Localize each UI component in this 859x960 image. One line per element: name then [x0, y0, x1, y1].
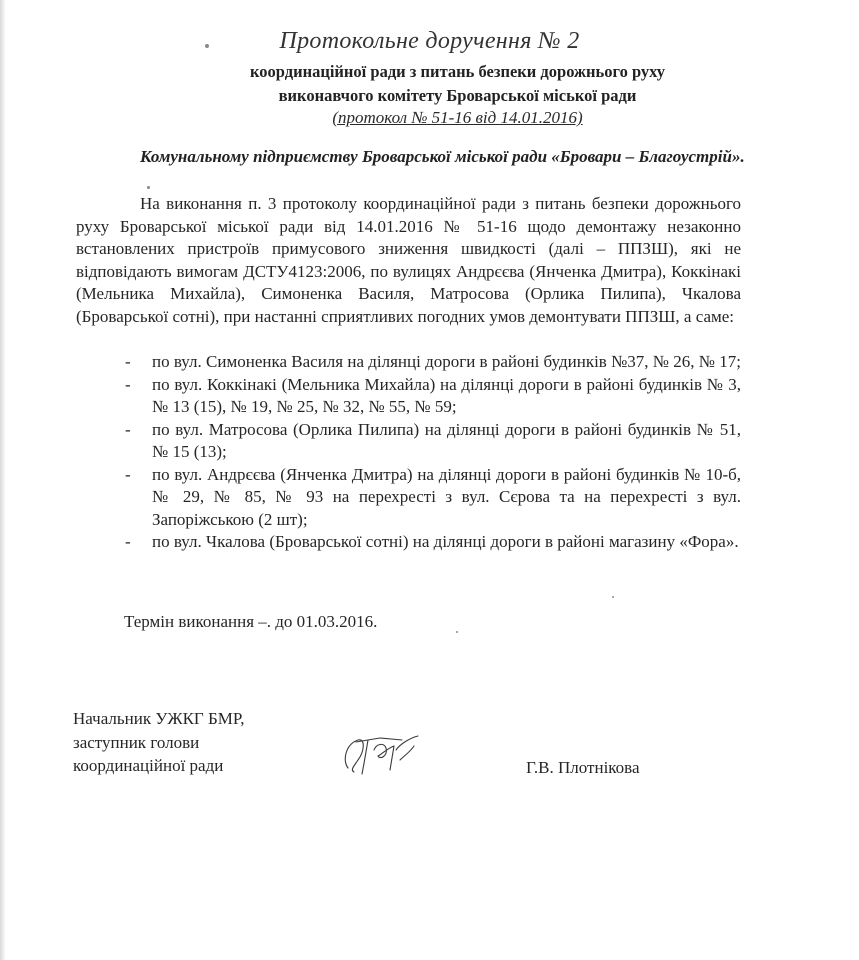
- scan-edge-shadow: [0, 0, 6, 960]
- document-subtitle-line1: координаційної ради з питань безпеки дорожнього руху: [249, 62, 666, 81]
- addressee: Комунальному підприємству Броварської міської ради «Бровари – Благоустрій».: [140, 147, 745, 166]
- list-item-text: по вул. Коккінакі (Мельника Михайла) на ділянці дороги в районі будинків № 3, № 13 (15), № 19, № 25, № 32, № 55, № 59;: [152, 374, 741, 416]
- list-item: [76, 531, 741, 554]
- scan-speck: [612, 596, 614, 598]
- document-title: Протокольне доручення № 2: [279, 28, 580, 54]
- signatory-position-line2: заступник голови: [73, 732, 200, 752]
- list-dash: -: [125, 532, 131, 551]
- list-item-text: по вул. Чкалова (Броварської сотні) на ділянці дороги в районі магазину «Фора».: [152, 532, 739, 551]
- handwritten-signature: [340, 730, 430, 780]
- list-item-text: по вул. Матросова (Орлика Пилипа) на ділянці дороги в районі будинків № 51, № 15 (13);: [152, 419, 741, 461]
- signatory-position-line1: Начальник УЖКГ БМР,: [73, 709, 245, 728]
- list-dash: -: [125, 374, 131, 394]
- removal-list: [76, 351, 741, 554]
- signatory-position: [73, 707, 244, 778]
- list-dash: -: [125, 352, 131, 371]
- signatory-name: Г.В. Плотнікова: [526, 758, 640, 777]
- list-dash: -: [125, 419, 131, 439]
- list-item-text: по вул. Андрєєва (Янченка Дмитра) на ділянці дороги в районі будинків № 10-б, № 29, № 85, № 93 на перехресті з вул. Сєрова та на перехресті з вул. Запоріжською (2 шт);: [152, 464, 741, 529]
- list-item: [76, 419, 741, 464]
- scan-speck: [147, 186, 150, 189]
- list-item-text: по вул. Симоненка Василя на ділянці дороги в районі будинків №37, № 26, № 17;: [152, 352, 741, 371]
- list-dash: -: [125, 464, 131, 484]
- list-item: [76, 374, 741, 419]
- deadline: Термін виконання –. до 01.03.2016.: [124, 612, 378, 631]
- body-paragraph: На виконання п. 3 протоколу координаційної ради з питань безпеки дорожнього руху Броварської міської ради від 14.01.2016 № 51-16 щодо демонтажу незаконно встановлених пристроїв примусового зниження швидкості (далі – ППЗШ), які не відповідають вимогам ДСТУ4123:2006, по вулицях Андрєєва (Янченка Дмитра), Коккінакі (Мельника Михайла), Симоненка Василя, Матросова (Орлика Пилипа), Чкалова (Броварської сотні), при настанні сприятливих погодних умов демонтувати ППЗШ, а саме:: [76, 194, 741, 326]
- document-subtitle-line2: виконавчого комітету Броварської міської ради: [278, 86, 637, 105]
- scan-speck: [456, 631, 458, 633]
- list-item: [76, 464, 741, 532]
- list-item: [76, 351, 741, 374]
- protocol-reference: (протокол № 51-16 від 14.01.2016): [332, 108, 583, 127]
- signatory-position-line3: координаційної ради: [73, 756, 224, 775]
